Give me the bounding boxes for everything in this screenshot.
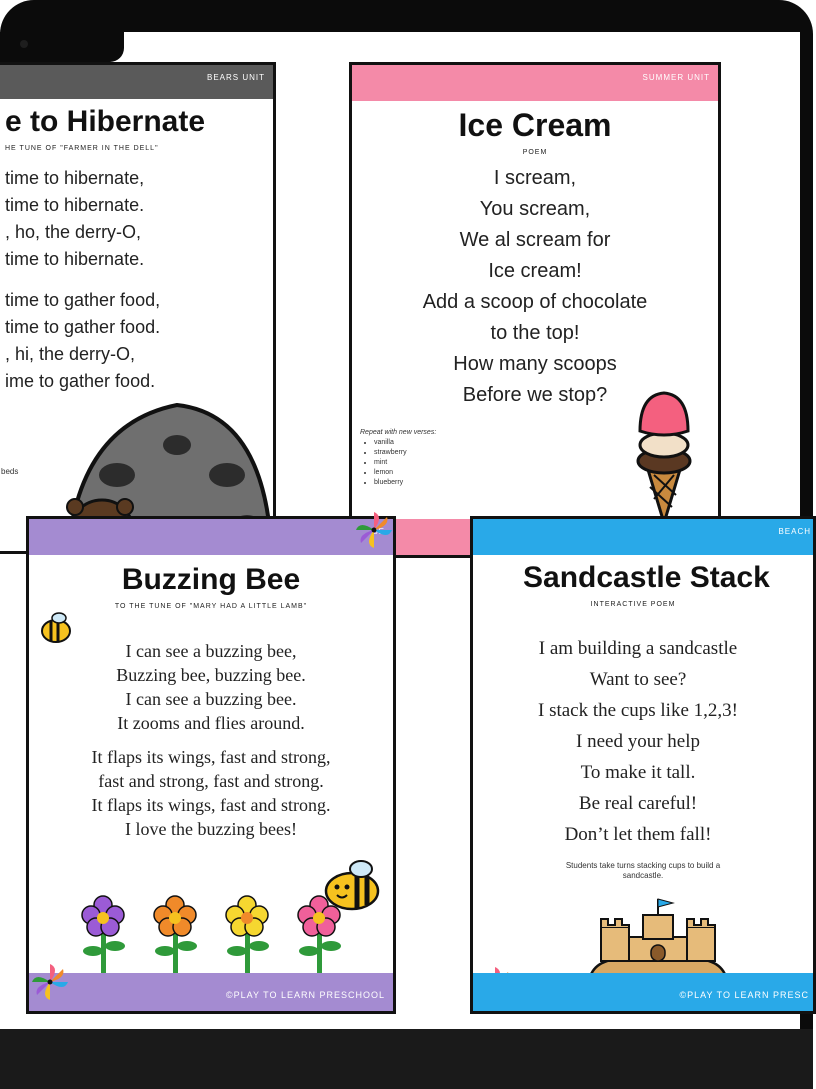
poem-line: I can see a buzzing bee, [125, 641, 297, 661]
poem-line: I love the buzzing bees! [125, 819, 297, 839]
poem-line: Want to see? [589, 669, 687, 690]
card-subtitle: TO THE TUNE OF "MARY HAD A LITTLE LAMB" [114, 603, 308, 610]
poem-line: You scream, [479, 198, 591, 220]
poem-line: to the top! [490, 322, 580, 344]
list-item: • vanilla [374, 438, 436, 448]
poem-line: I need your help [576, 731, 700, 752]
poem-line: To make it tall. [580, 762, 696, 783]
camera-notch [0, 32, 124, 62]
poem-line: Before we stop? [462, 384, 608, 406]
unit-label: SUMMER UNIT [642, 73, 710, 82]
poem-line: , ho, the derry-O, [5, 222, 142, 242]
poem-line: time to hibernate, [5, 168, 145, 188]
card-header-bar [473, 519, 813, 555]
poem-lines [5, 165, 160, 395]
card-title: e to Hibernate [5, 105, 206, 138]
list-item: • mint [374, 458, 436, 468]
card-header-bar [29, 519, 393, 555]
poem-line: time to gather food, [5, 290, 161, 310]
device-bottom-bezel [0, 1029, 813, 1089]
poem-line: We al scream for [459, 229, 611, 251]
poem-lines [465, 633, 811, 850]
poem-line: How many scoops [453, 353, 617, 375]
list-item: • lemon [374, 468, 436, 478]
card-title: Buzzing Bee [121, 563, 301, 596]
card-ice-cream [349, 62, 721, 558]
tablet-screen [0, 32, 811, 1029]
unit-label: BEARS UNIT [206, 73, 265, 82]
list-item: • blueberry [374, 478, 436, 488]
poem-line: Buzzing bee, buzzing bee. [116, 665, 306, 685]
card-header-bar [352, 65, 718, 101]
repeat-verses-list [360, 428, 436, 488]
flowers-illustration [73, 891, 363, 981]
poem-line: , hi, the derry-O, [5, 344, 136, 364]
poem-line: I scream, [493, 167, 577, 189]
poem-line: Don’t let them fall! [564, 824, 712, 845]
poem-line: ime to gather food. [5, 371, 156, 391]
list-item: • strawberry [374, 448, 436, 458]
poem-line: It zooms and flies around. [117, 713, 305, 733]
card-header-bar [0, 65, 273, 99]
pinwheel-icon [30, 962, 70, 1002]
poem-line: Ice cream! [488, 260, 582, 282]
instruction-note: Students take turns stacking cups to build a sandcastle. [565, 861, 721, 880]
camera-icon [20, 40, 28, 48]
unit-label: BEACH [778, 527, 811, 536]
poem-line: I can see a buzzing bee. [125, 689, 297, 709]
poem-line: time to hibernate. [5, 195, 145, 215]
ice-cream-cone-illustration [624, 375, 704, 525]
poem-line: time to gather food. [5, 317, 161, 337]
card-title: Sandcastle Stack [523, 561, 770, 594]
repeat-label: Repeat with new verses: [360, 429, 437, 436]
card-title: Ice Cream [458, 107, 612, 143]
card-time-to-hibernate [0, 62, 276, 554]
card-sandcastle-stack [470, 516, 816, 1014]
card-buzzing-bee [26, 516, 396, 1014]
sandcastle-illustration [583, 897, 733, 983]
pinwheel-icon [354, 510, 394, 550]
side-note: beds [1, 467, 19, 476]
card-subtitle: HE TUNE OF "FARMER IN THE DELL" [5, 145, 159, 152]
copyright-footer: ©PLAY TO LEARN PRESC [679, 990, 809, 1000]
poem-line: fast and strong, fast and strong. [98, 771, 324, 791]
poem-lines [29, 639, 393, 841]
card-subtitle: INTERACTIVE POEM [590, 601, 676, 608]
poem-line: I am building a sandcastle [538, 638, 738, 659]
poem-line: I stack the cups like 1,2,3! [538, 700, 738, 721]
copyright-footer: ©PLAY TO LEARN PRESCHOOL [225, 990, 385, 1000]
poem-line: It flaps its wings, fast and strong, [91, 747, 331, 767]
poem-line: It flaps its wings, fast and strong. [91, 795, 331, 815]
card-subtitle: POEM [522, 149, 548, 156]
poem-line: Be real careful! [578, 793, 698, 814]
poem-lines [352, 163, 718, 411]
poem-line: Add a scoop of chocolate [422, 291, 648, 313]
poem-line: time to hibernate. [5, 249, 145, 269]
